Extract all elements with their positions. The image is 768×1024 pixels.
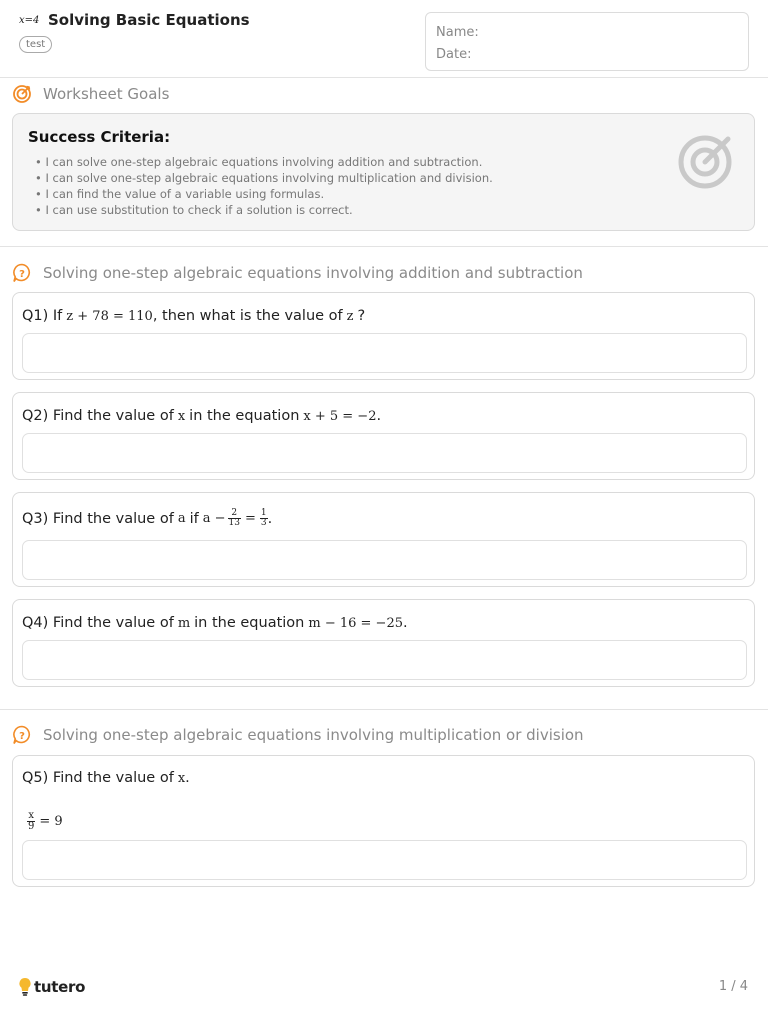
criteria-item: • I can solve one-step algebraic equations involving multiplication and division.	[35, 170, 493, 186]
question-text-q4	[22, 615, 408, 631]
q1-mid: , then what is the value of	[152, 308, 343, 324]
success-criteria-title: Success Criteria:	[28, 128, 171, 146]
q1-variable: z	[346, 308, 354, 324]
q5-frac-den: 9	[28, 821, 35, 832]
section-divider	[0, 709, 768, 710]
target-icon	[12, 84, 32, 104]
q3-variable: a	[177, 511, 186, 526]
q5-equation	[27, 811, 63, 832]
q3-mid: if	[189, 510, 199, 527]
q2-prefix: Q2) Find the value of	[22, 408, 174, 424]
q2-equation: x + 5 = −2	[303, 408, 377, 424]
question-card-q5	[12, 755, 755, 887]
q5-frac-num: x	[28, 810, 34, 821]
q5-fraction	[27, 811, 35, 832]
q4-suffix: .	[403, 615, 408, 631]
worksheet-logo-equation: x=4	[19, 15, 40, 26]
question-text-q3	[22, 509, 272, 528]
section-heading: Solving one-step algebraic equations involving multiplication or division	[43, 726, 584, 744]
page-number: 1 / 4	[718, 979, 748, 994]
svg-text:?: ?	[19, 731, 25, 742]
goals-heading: Worksheet Goals	[43, 85, 170, 103]
q1-equation: z + 78 = 110	[66, 308, 153, 324]
criteria-item: • I can use substitution to check if a solution is correct.	[35, 202, 493, 218]
q3-prefix: Q3) Find the value of	[22, 510, 174, 527]
q3-frac1-den: 13	[228, 518, 240, 528]
q4-equation: m − 16 = −25	[308, 615, 403, 631]
q3-suffix: .	[267, 510, 273, 527]
q5-prefix: Q5) Find the value of	[22, 770, 174, 786]
question-text-q1	[22, 308, 365, 324]
question-bulb-icon	[12, 263, 32, 283]
q3-fraction-left	[228, 509, 241, 528]
q5-variable: x	[177, 770, 186, 786]
answer-box-q1[interactable]	[22, 333, 747, 373]
question-card-q1	[12, 292, 755, 380]
answer-box-q3[interactable]	[22, 540, 747, 580]
answer-box-q4[interactable]	[22, 640, 747, 680]
section-heading-row	[12, 263, 583, 283]
q2-variable: x	[177, 408, 186, 424]
question-card-q2	[12, 392, 755, 480]
question-text-q5	[22, 770, 190, 786]
target-watermark-icon	[678, 131, 736, 189]
worksheet-header	[0, 0, 768, 78]
q5-suffix: .	[185, 770, 190, 786]
question-bulb-icon	[12, 725, 32, 745]
question-text-q2	[22, 408, 381, 424]
section-heading-row	[12, 725, 584, 745]
brand-name: tutero	[34, 978, 86, 996]
name-label: Name:	[436, 25, 479, 40]
q3-fraction-right	[260, 509, 268, 528]
question-card-q3	[12, 492, 755, 587]
q1-suffix: ?	[357, 308, 366, 324]
date-label: Date:	[436, 47, 472, 62]
page-title: Solving Basic Equations	[48, 11, 250, 29]
answer-box-q2[interactable]	[22, 433, 747, 473]
q3-frac1-num: 2	[228, 509, 241, 519]
criteria-item: • I can find the value of a variable using formulas.	[35, 186, 493, 202]
q2-suffix: .	[376, 408, 382, 424]
q1-prefix: Q1) If	[22, 308, 63, 324]
q3-frac2-num: 1	[260, 508, 267, 518]
q4-variable: m	[177, 615, 191, 631]
q3-eq-mid: =	[244, 511, 256, 526]
question-card-q4	[12, 599, 755, 687]
success-criteria-list	[35, 154, 493, 218]
answer-box-q5[interactable]	[22, 840, 747, 880]
footer-logo	[18, 977, 85, 997]
q4-prefix: Q4) Find the value of	[22, 615, 174, 631]
lightbulb-icon	[18, 977, 32, 997]
goals-heading-row	[12, 84, 169, 104]
section-divider	[0, 246, 768, 247]
success-criteria-box	[12, 113, 755, 231]
q3-frac2-den: 3	[260, 518, 267, 528]
svg-text:?: ?	[19, 269, 25, 280]
criteria-item: • I can solve one-step algebraic equations involving addition and subtraction.	[35, 154, 493, 170]
q2-mid: in the equation	[189, 408, 300, 424]
section-heading: Solving one-step algebraic equations involving addition and subtraction	[43, 264, 583, 282]
tag-badge: test	[19, 36, 52, 53]
q4-mid: in the equation	[194, 615, 305, 631]
name-date-box[interactable]	[425, 12, 749, 71]
q3-eq-left: a −	[202, 511, 226, 526]
q5-eq-rest: = 9	[39, 814, 63, 829]
